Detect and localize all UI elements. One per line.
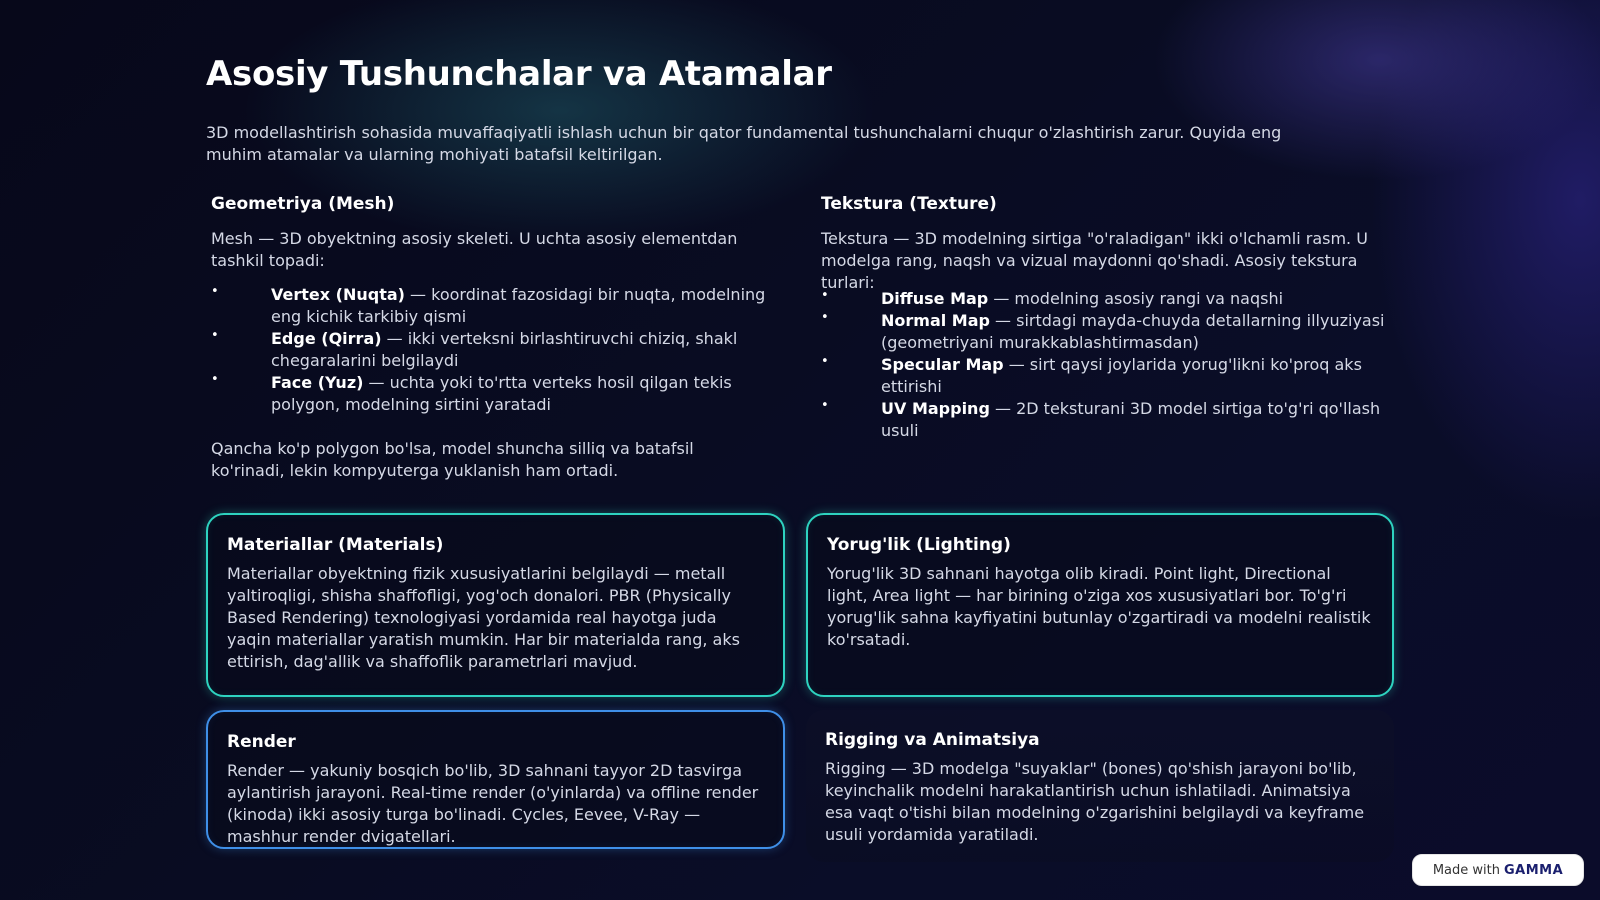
list-item-term: Specular Map <box>881 355 1004 374</box>
render-heading: Render <box>227 732 296 752</box>
bullet-icon: • <box>821 398 829 413</box>
rigging-heading: Rigging va Animatsiya <box>825 730 1040 750</box>
list-item <box>821 398 1386 442</box>
list-item <box>211 328 771 372</box>
list-item-text: — koordinat fazosidagi bir nuqta, modelning eng kichik tarkibiy qismi <box>271 285 766 326</box>
list-item-term: Diffuse Map <box>881 289 989 308</box>
bullet-icon: • <box>821 288 829 303</box>
list-item-text: — ikki verteksni birlashtiruvchi chiziq, shakl chegaralarini belgilaydi <box>271 329 738 370</box>
texture-heading: Tekstura (Texture) <box>821 194 997 214</box>
list-item-text: — modelning asosiy rangi va naqshi <box>988 289 1284 308</box>
list-item-text: — uchta yoki to'rtta verteks hosil qilgan tekis polygon, modelning sirtini yaratadi <box>271 373 732 414</box>
badge-prefix: Made with <box>1432 862 1500 878</box>
list-item-text: — sirt qaysi joylarida yorug'likni ko'proq aks ettirishi <box>881 355 1362 396</box>
bullet-icon: • <box>211 284 219 299</box>
list-item <box>821 354 1386 398</box>
list-item-text: — sirtdagi mayda-chuyda detallarning illyuziyasi (geometriyani murakkablashtirmasdan) <box>881 311 1385 352</box>
list-item <box>211 372 771 416</box>
mesh-closing: Qancha ko'p polygon bo'lsa, model shuncha silliq va batafsil ko'rinadi, lekin kompyuterga yuklanish ham ortadi. <box>211 439 694 480</box>
list-item <box>821 288 1386 310</box>
bullet-icon: • <box>821 310 829 325</box>
mesh-list <box>211 284 771 416</box>
made-with-gamma-badge[interactable] <box>1412 854 1584 886</box>
list-item <box>211 284 771 328</box>
rigging-body: Rigging — 3D modelga "suyaklar" (bones) qo'shish jarayoni bo'lib, keyinchalik modelni harakatlantirish uchun ishlatiladi. Animatsiya esa vaqt o'tishi bilan modelning o'zgarishini belgilaydi va keyframe usuli yordamida yaratiladi. <box>825 759 1365 844</box>
bullet-icon: • <box>211 372 219 387</box>
materials-heading: Materiallar (Materials) <box>227 535 444 555</box>
list-item-text: — 2D teksturani 3D model sirtiga to'g'ri qo'llash usuli <box>881 399 1381 440</box>
materials-card <box>206 513 785 697</box>
mesh-lead: Mesh — 3D obyektning asosiy skeleti. U uchta asosiy elementdan tashkil topadi: <box>211 229 738 270</box>
texture-lead: Tekstura — 3D modelning sirtiga "o'raladigan" ikki o'lchamli rasm. U modelga rang, naqsh va vizual maydonni qo'shadi. Asosiy tekstura turlari: <box>821 229 1368 292</box>
intro-paragraph: 3D modellashtirish sohasida muvaffaqiyatli ishlash uchun bir qator fundamental tushunchalarni chuqur o'zlashtirish zarur. Quyida eng muhim atamalar va ularning mohiyati batafsil keltirilgan. <box>206 123 1282 164</box>
mesh-section <box>211 194 771 482</box>
bullet-icon: • <box>211 328 219 343</box>
lighting-card <box>806 513 1394 697</box>
list-item-term: Edge (Qirra) <box>271 329 382 348</box>
list-item-term: Face (Yuz) <box>271 373 364 392</box>
texture-list <box>821 288 1386 442</box>
list-item-term: Normal Map <box>881 311 990 330</box>
gamma-logo-icon: GAMMA <box>1503 862 1564 878</box>
materials-body: Materiallar obyektning fizik xususiyatlarini belgilaydi — metall yaltiroqligi, shisha shaffofligi, yog'och donalori. PBR (Physically Based Rendering) texnologiyasi yordamida real hayotga juda yaqin materiallar yaratish mumkin. Har bir materialda rang, aks ettirish, dag'allik va shaffoflik parametrlari mavjud. <box>227 564 740 671</box>
slide <box>206 0 1394 900</box>
lighting-heading: Yorug'lik (Lighting) <box>827 535 1011 555</box>
render-card <box>206 710 785 849</box>
bullet-icon: • <box>821 354 829 369</box>
list-item <box>821 310 1386 354</box>
list-item-term: Vertex (Nuqta) <box>271 285 405 304</box>
mesh-heading: Geometriya (Mesh) <box>211 194 395 214</box>
render-body: Render — yakuniy bosqich bo'lib, 3D sahnani tayyor 2D tasvirga aylantirish jarayoni. Real-time render (o'yinlarda) va offline render (kinoda) ikki asosiy turga bo'linadi. Cycles, Eevee, V-Ray — mashhur render dvigatellari. <box>227 761 759 846</box>
texture-section <box>821 194 1386 442</box>
page-title: Asosiy Tushunchalar va Atamalar <box>206 54 832 94</box>
lighting-body: Yorug'lik 3D sahnani hayotga olib kiradi. Point light, Directional light, Area light — har birining o'ziga xos xususiyatlari bor. To'g'ri yorug'lik sahna kayfiyatini butunlay o'zgartiradi va modelni realistik ko'rsatadi. <box>827 564 1371 649</box>
list-item-term: UV Mapping <box>881 399 990 418</box>
rigging-card <box>806 710 1394 862</box>
